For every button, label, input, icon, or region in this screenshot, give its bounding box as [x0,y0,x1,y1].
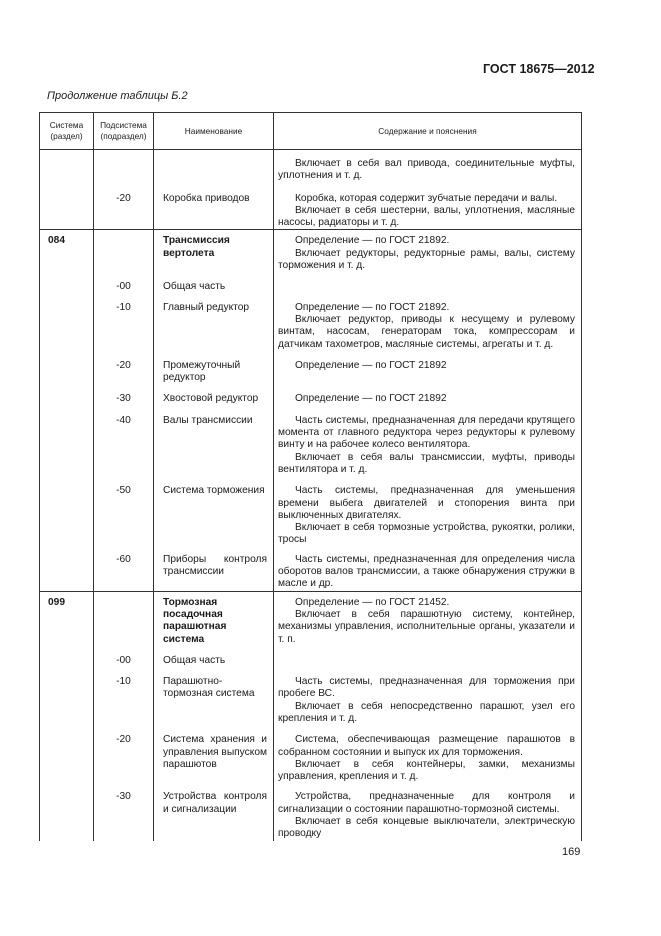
subsystem-code: -00 [94,646,154,667]
item-name [154,150,274,183]
item-description [274,547,582,591]
subsystem-code: -10 [94,294,154,351]
col-header-subsystem: Подсистема (подраздел) [94,113,154,150]
item-name: Система хранения и управления выпуском парашютов [154,725,274,783]
table-row [40,294,582,351]
item-name: Хвостовой редуктор [154,384,274,405]
item-description [274,230,582,272]
item-name: Система торможения [154,476,274,546]
subsystem-code: -50 [94,476,154,546]
system-code [40,476,94,546]
description-paragraph: Система, обеспечивающая размещение парашютов в собранном состоянии и выпуск их для торможения. [278,734,575,758]
col-header-content: Содержание и пояснения [274,113,582,150]
description-paragraph: Определение — по ГОСТ 21452. [295,596,450,608]
table-row [40,783,582,840]
description-paragraph: Часть системы, предназначенная для уменьшения времени выбега двигателей и стопорения винта при выключенных двигателях. [278,485,575,521]
table-row [40,183,582,230]
description-paragraph: Включает в себя непосредственно парашют, узел его крепления и т. д. [278,700,575,724]
system-code [40,667,94,725]
table-header-row [40,113,582,150]
subsystem-code [94,230,154,272]
item-description [274,406,582,476]
item-name: Валы трансмиссии [154,406,274,476]
item-description [274,294,582,351]
description-paragraph: Включает в себя контейнеры, замки, механизмы управления, крепления и т. д. [278,758,575,783]
table-row [40,272,582,293]
description-paragraph: Включает в себя вал привода, соединительные муфты, уплотнения и т. д. [278,158,575,182]
table-row [40,725,582,783]
system-code: 099 [40,591,94,646]
item-description [274,783,582,840]
item-description [274,646,582,667]
description-paragraph: Устройства, предназначенные для контроля и сигнализации о состоянии парашютно-тормозной системы. [278,791,575,815]
subsystem-code: -20 [94,725,154,783]
table-caption: Продолжение таблицы Б.2 [47,90,188,102]
description-paragraph: Часть системы, предназначенная для торможения при пробеге ВС. [278,676,575,700]
table-row [40,547,582,591]
subsystem-code: -30 [94,384,154,405]
subsystem-code: -10 [94,667,154,725]
system-code [40,646,94,667]
description-paragraph: Часть системы, предназначенная для передачи крутящего момента от главного редуктора через редукторы к рулевому винту и на рабочее колесо вентилятора. [278,414,575,451]
description-paragraph: Часть системы, предназначенная для определения числа оборотов валов трансмиссии, а также обнаружения стружки в масле и др. [278,553,575,590]
subsystem-code: -40 [94,406,154,476]
item-name: Общая часть [154,272,274,293]
item-name: Общая часть [154,646,274,667]
description-paragraph: Определение — по ГОСТ 21892 [295,393,447,405]
description-paragraph: Включает редукторы, редукторные рамы, валы, систему торможения и т. д. [278,247,575,272]
item-name: Приборы контроля трансмиссии [154,547,274,591]
item-name: Коробка приводов [154,183,274,230]
item-name: Промежуточный редуктор [154,351,274,385]
item-name: Тормозная посадочная парашютная система [154,591,274,646]
subsystem-code: -00 [94,272,154,293]
item-description [274,351,582,385]
system-code [40,384,94,405]
col-header-system: Система (раздел) [40,113,94,150]
item-description [274,667,582,725]
item-description [274,150,582,183]
item-name: Парашютно-тормозная система [154,667,274,725]
subsystem-code: -60 [94,547,154,591]
description-paragraph: Включает в себя шестерни, валы, уплотнения, масляные насосы, радиаторы и т. д. [278,204,575,229]
table-row [40,351,582,385]
item-description [274,476,582,546]
subsystem-code [94,591,154,646]
system-code [40,547,94,591]
item-description [274,272,582,293]
description-paragraph: Включает в себя тормозные устройства, рукоятки, ролики, тросы [278,522,575,546]
system-code [40,725,94,783]
system-code [40,783,94,840]
system-code [40,183,94,230]
col-header-name: Наименование [154,113,274,150]
subsystem-code [94,150,154,183]
description-paragraph: Определение — по ГОСТ 21892. [295,235,450,247]
item-description [274,725,582,783]
subsystem-code: -20 [94,183,154,230]
table-row [40,646,582,667]
description-paragraph: Включает редуктор, приводы к несущему и рулевому винтам, насосам, генераторам тока, компрессорам и датчикам тахометров, масляные системы, агрегаты и т. д. [278,313,575,350]
standard-designation: ГОСТ 18675—2012 [483,62,595,76]
system-code [40,351,94,385]
description-paragraph: Определение — по ГОСТ 21892. [295,301,450,313]
classification-table [39,112,582,841]
description-paragraph: Коробка, которая содержит зубчатые передачи и валы. [295,192,558,204]
item-description [274,591,582,646]
description-paragraph: Включает в себя парашютную систему, контейнер, механизмы управления, исполнительные органы, указатели и т. п. [278,608,575,645]
table-row [40,150,582,183]
system-code: 084 [40,230,94,272]
system-code [40,272,94,293]
item-name: Трансмиссия вертолета [154,230,274,272]
table-row [40,384,582,405]
system-code [40,150,94,183]
table-row [40,230,582,272]
item-description [274,384,582,405]
description-paragraph: Включает в себя концевые выключатели, электрическую проводку [278,816,575,840]
table-row [40,476,582,546]
description-paragraph: Включает в себя валы трансмиссии, муфты, приводы вентилятора и т. д. [278,451,575,475]
page-number: 169 [562,846,581,858]
table-row [40,667,582,725]
table-row [40,591,582,646]
system-code [40,406,94,476]
subsystem-code: -30 [94,783,154,840]
item-description [274,183,582,230]
description-paragraph: Определение — по ГОСТ 21892 [295,359,447,371]
item-name: Устройства контроля и сигнализации [154,783,274,840]
system-code [40,294,94,351]
item-name: Главный редуктор [154,294,274,351]
subsystem-code: -20 [94,351,154,385]
table-row [40,406,582,476]
